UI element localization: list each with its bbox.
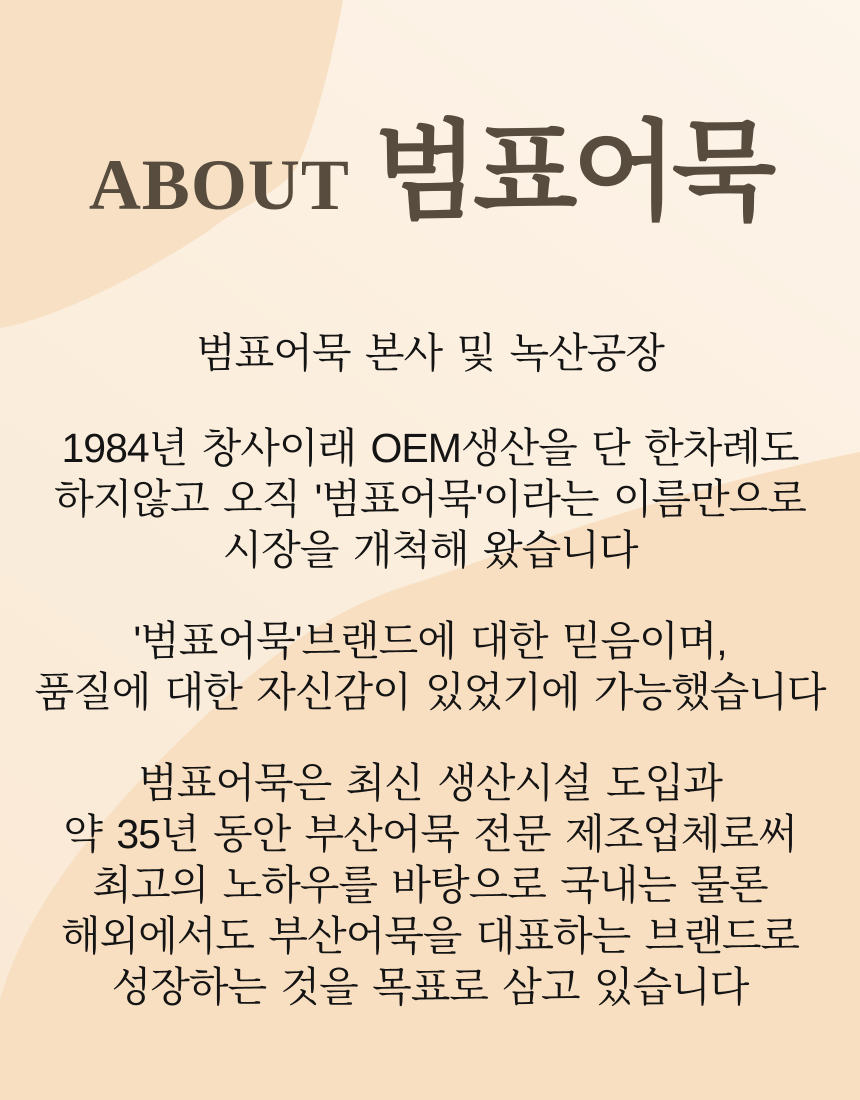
body-text-line: 품질에 대한 자신감이 있었기에 가능했습니다 (34, 669, 826, 715)
paragraph-history (0, 423, 860, 576)
page-title-korean: 범표어묵 (373, 114, 772, 234)
page-title (0, 85, 860, 240)
body-text-line: 약 35년 동안 부산어묵 전문 제조업체로써 (63, 811, 797, 857)
body-text-line: 1984년 창사이래 OEM생산을 단 한차례도 (61, 425, 799, 471)
factory-caption: 범표어묵 본사 및 녹산공장 (196, 330, 664, 376)
body-text-line: 성장하는 것을 목표로 삼고 있습니다 (111, 964, 749, 1010)
body-text-line: 범표어묵은 최신 생산시설 도입과 (138, 760, 722, 806)
body-text-line: 최고의 노하우를 바탕으로 국내는 물론 (92, 862, 768, 908)
paragraph-vision (0, 758, 860, 1013)
body-text-line: '범표어묵'브랜드에 대한 믿음이며, (133, 618, 727, 664)
body-copy (0, 328, 860, 1013)
body-text-line: 하지않고 오직 '범표어묵'이라는 이름만으로 (54, 476, 806, 522)
paragraph-brand-trust (0, 616, 860, 718)
body-text-line: 해외에서도 부산어묵을 대표하는 브랜드로 (60, 913, 800, 959)
page-title-english: ABOUT (88, 145, 350, 226)
body-text-line: 시장을 개척해 왔습니다 (222, 527, 638, 573)
